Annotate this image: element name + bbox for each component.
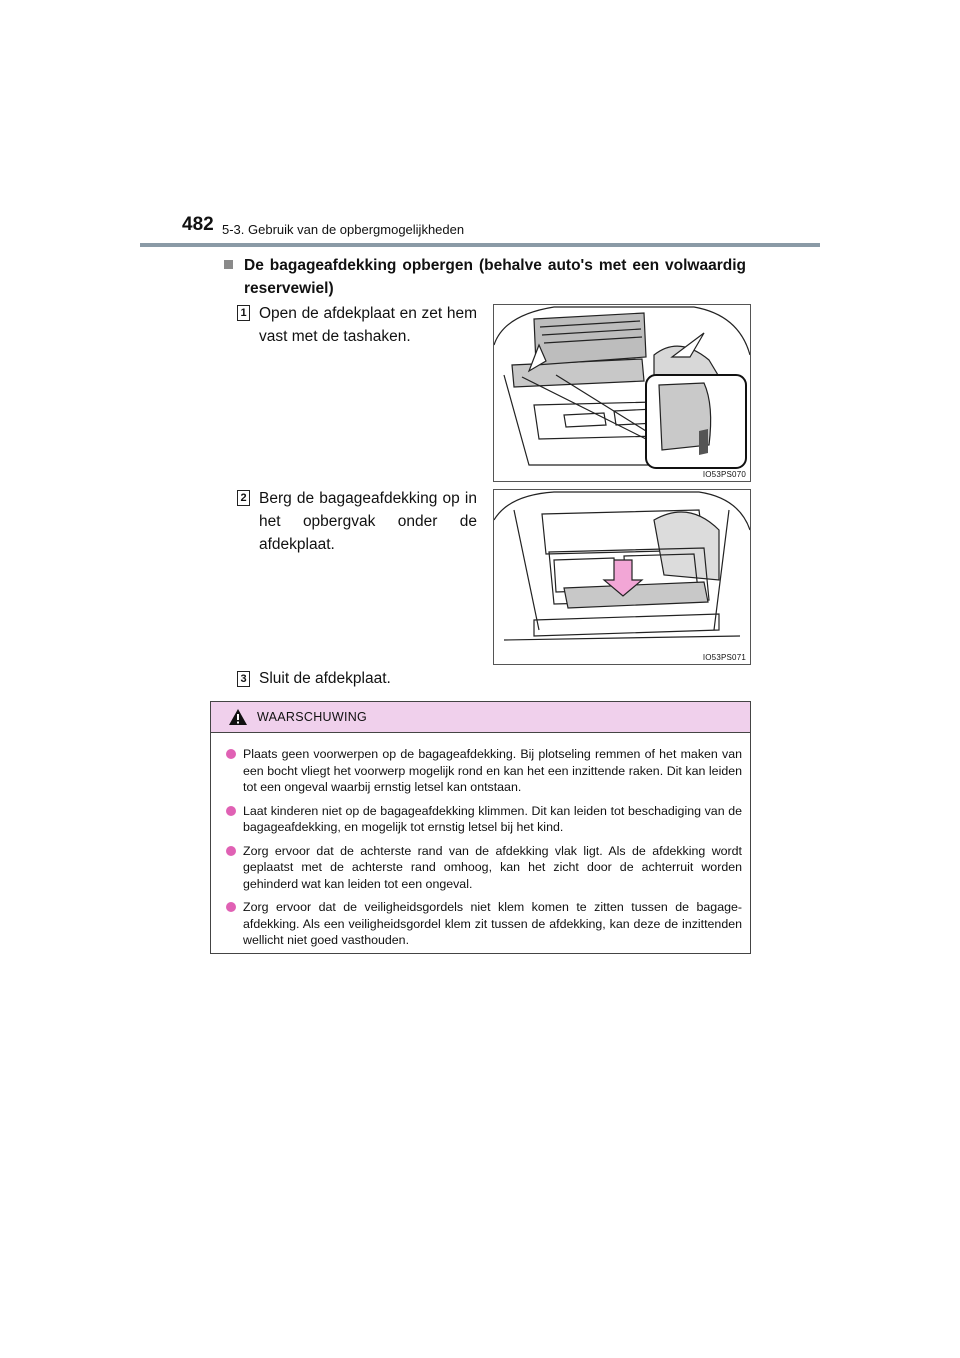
figure-open-board — [493, 304, 751, 482]
warning-item — [225, 899, 742, 949]
warning-item-text: Laat kinderen niet op de bagageafdekking klimmen. Dit kan leiden tot beschadiging van de bagageafdekking, en mogelijk tot ernstig letsel bij het kind. — [243, 803, 742, 834]
figure-store-cover — [493, 489, 751, 665]
step-text-3: Sluit de afdekplaat. — [259, 670, 391, 687]
bullet-icon — [226, 749, 236, 759]
step-text-2: Berg de bagageafdekking op in het opbergvak onder de afdekplaat. — [259, 490, 477, 553]
warning-item-text: Zorg ervoor dat de achterste rand van de afdekking vlak ligt. Als de afdekking wordt geplaatst met de achterste rand omhoog, kan het zicht door de achterruit worden gehinderd wat kan leiden tot een ongeval. — [243, 843, 742, 891]
bullet-icon — [226, 806, 236, 816]
warning-header — [211, 702, 750, 733]
warning-box — [210, 701, 751, 954]
figure-code: IO53PS070 — [702, 470, 746, 479]
step-number-3: 3 — [237, 671, 250, 687]
chapter-title: 5-3. Gebruik van de opbergmogelijkheden — [222, 222, 465, 237]
warning-item-text: Zorg ervoor dat de veiligheidsgordels niet klem komen te zitten tussen de bagage-afdekking. Als een veiligheidsgordel klem zit tussen de afdekking, kan deze de inzittenden wellicht niet goed vasthouden. — [243, 900, 742, 947]
warning-item — [225, 843, 742, 893]
heading-square-icon — [224, 260, 233, 269]
warning-triangle-icon — [228, 708, 248, 726]
section-heading-text: De bagageafdekking opbergen (behalve auto's met een volwaardig reservewiel) — [244, 257, 746, 297]
header-divider — [140, 243, 820, 247]
page-number: 482 — [182, 214, 214, 235]
trunk-open-board-illustration — [494, 305, 750, 481]
step-text-1: Open de afdekplaat en zet hem vast met de tashaken. — [259, 305, 477, 345]
warning-item-text: Plaats geen voorwerpen op de bagageafdekking. Bij plotseling remmen of het maken van een bocht vliegt het voorwerp mogelijk rond en kan het een inzittende raken. Dit kan leiden tot een ongeval waarbij ernstig letsel kan ontstaan. — [243, 747, 742, 794]
bullet-icon — [226, 846, 236, 856]
warning-list — [211, 733, 750, 949]
warning-title: WAARSCHUWING — [257, 710, 368, 724]
step-number-1: 1 — [237, 305, 250, 321]
figure-code: IO53PS071 — [702, 653, 746, 662]
step-number-2: 2 — [237, 490, 250, 506]
trunk-store-cover-illustration — [494, 490, 750, 664]
warning-item — [225, 803, 742, 836]
section-heading — [224, 254, 746, 300]
warning-item — [225, 746, 742, 796]
bullet-icon — [226, 902, 236, 912]
